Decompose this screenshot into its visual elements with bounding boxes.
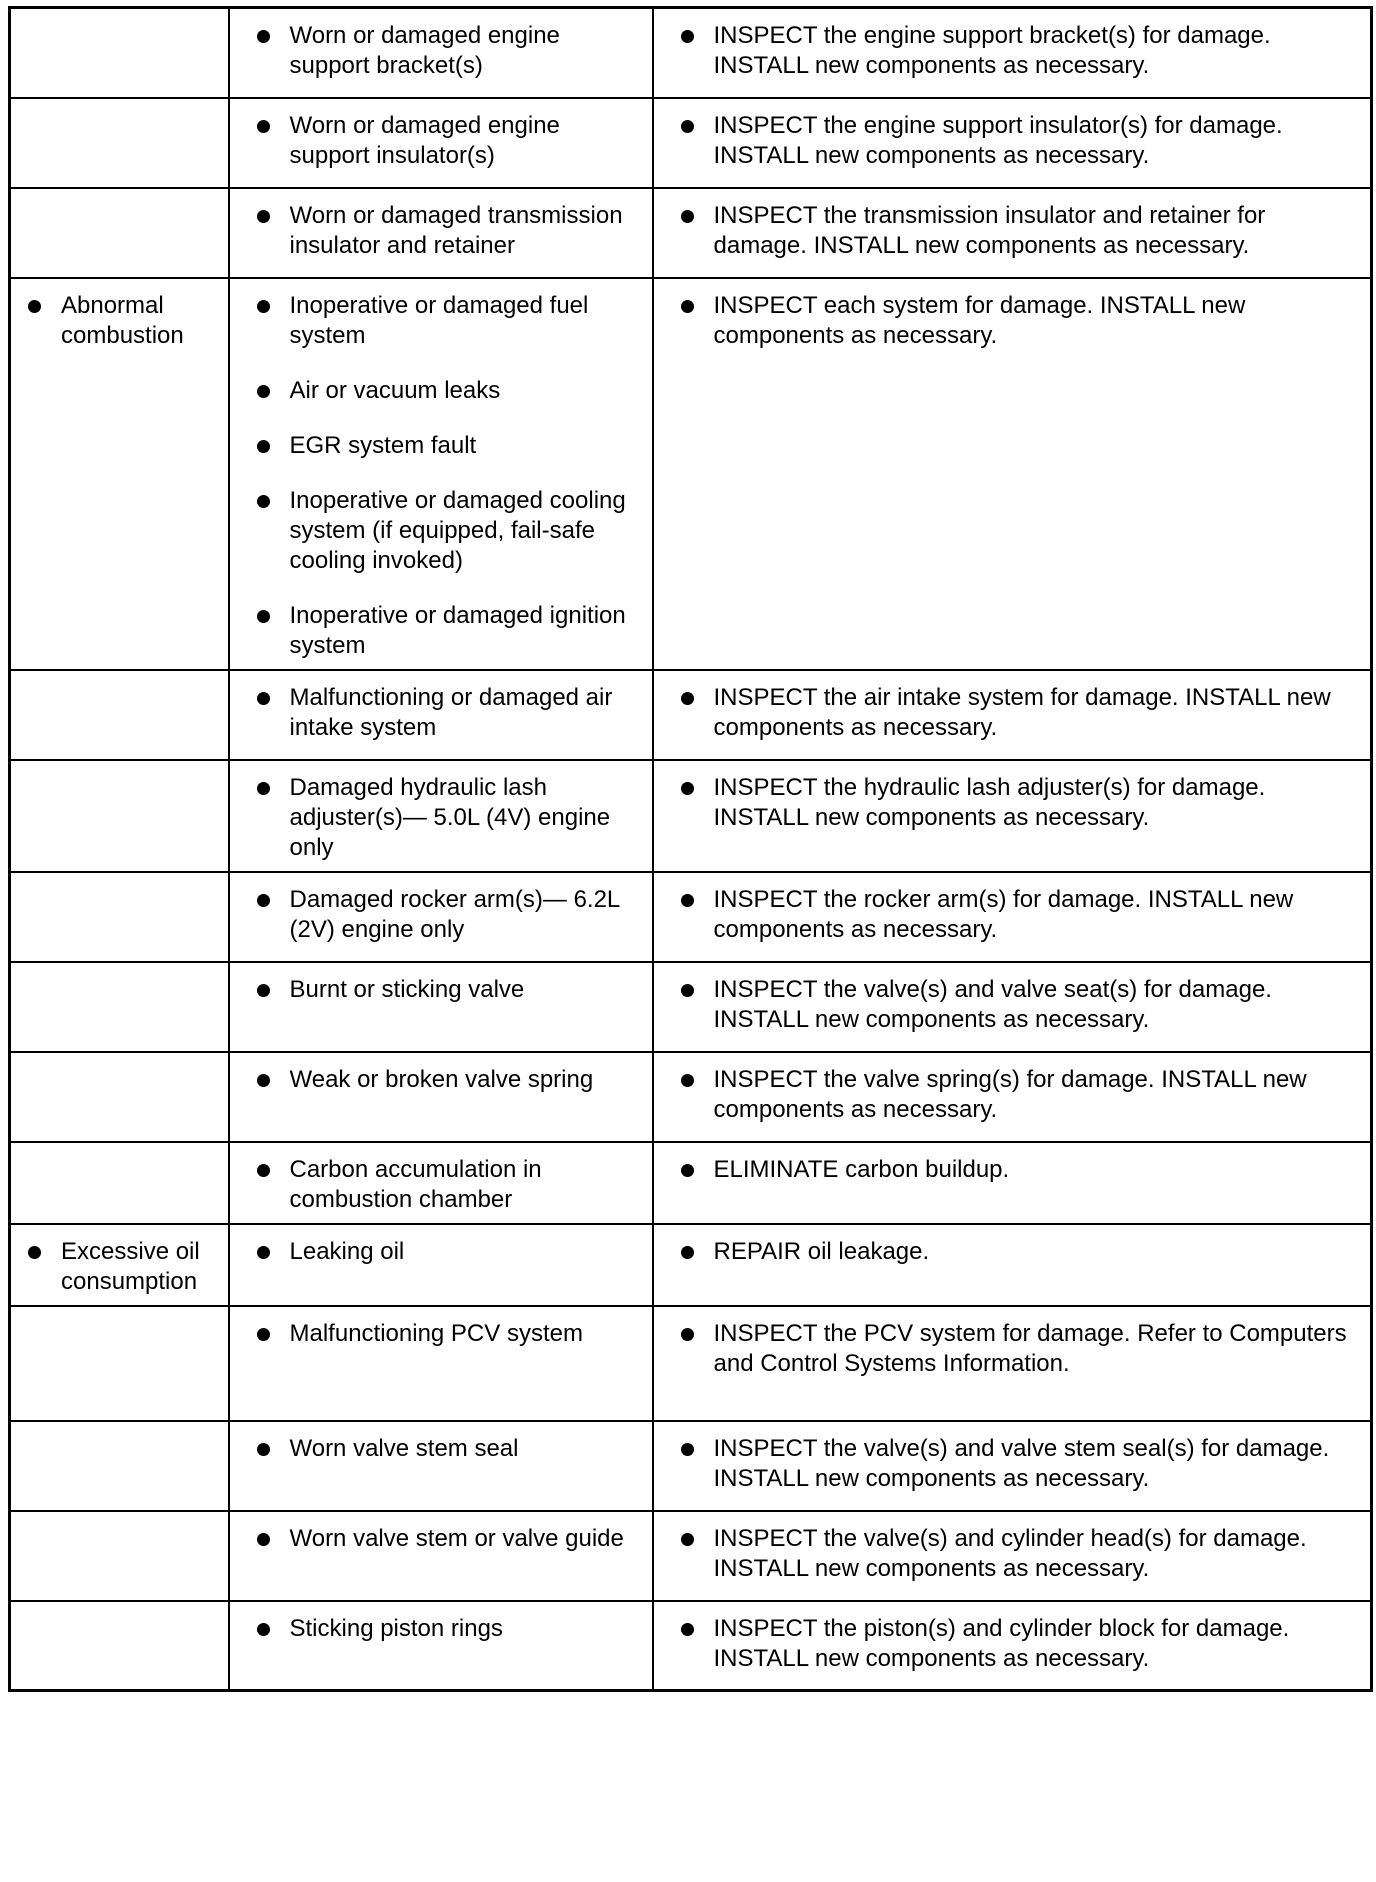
action-list <box>678 111 1363 171</box>
cause-text: Damaged hydraulic lash adjuster(s)— 5.0L (4V) engine only <box>289 773 611 861</box>
cause-item <box>254 601 644 661</box>
action-cell <box>653 1052 1372 1142</box>
cause-item <box>254 1319 644 1349</box>
action-list <box>678 1237 1363 1267</box>
action-cell <box>653 760 1372 872</box>
action-cell <box>653 278 1372 670</box>
cause-text: Worn or damaged engine support insulator(s) <box>289 111 560 169</box>
action-text: INSPECT the transmission insulator and retainer for damage. INSTALL new components as necessary. <box>713 201 1266 259</box>
cause-cell <box>229 670 653 760</box>
bullet-icon <box>257 1328 270 1341</box>
bullet-icon <box>257 1074 270 1087</box>
cause-list <box>254 773 644 863</box>
cause-item <box>254 1524 644 1554</box>
cause-text: Weak or broken valve spring <box>289 1065 594 1093</box>
action-text: REPAIR oil leakage. <box>713 1237 930 1265</box>
condition-item <box>25 1237 220 1297</box>
cause-cell <box>229 8 653 98</box>
bullet-icon <box>681 1164 694 1177</box>
bullet-icon <box>257 120 270 133</box>
condition-cell <box>10 8 229 98</box>
cause-list <box>254 885 644 945</box>
action-item <box>678 291 1363 351</box>
bullet-icon <box>681 30 694 43</box>
table-row <box>10 1511 1372 1601</box>
cause-item <box>254 773 644 863</box>
action-list <box>678 773 1363 833</box>
bullet-icon <box>257 1533 270 1546</box>
action-item <box>678 683 1363 743</box>
table-row <box>10 760 1372 872</box>
action-item <box>678 975 1363 1035</box>
cause-list <box>254 1237 644 1267</box>
cause-item <box>254 1065 644 1095</box>
action-list <box>678 1065 1363 1125</box>
action-cell <box>653 1224 1372 1306</box>
action-text: INSPECT the rocker arm(s) for damage. INSTALL new components as necessary. <box>713 885 1294 943</box>
condition-cell <box>10 872 229 962</box>
diagnosis-table <box>8 6 1373 1692</box>
bullet-icon <box>257 782 270 795</box>
table-row <box>10 1601 1372 1691</box>
table-row <box>10 962 1372 1052</box>
cause-text: Malfunctioning PCV system <box>289 1319 583 1347</box>
condition-text: Excessive oil consumption <box>61 1237 200 1295</box>
bullet-icon <box>257 1164 270 1177</box>
action-item <box>678 1614 1363 1674</box>
cause-cell <box>229 1142 653 1224</box>
action-cell <box>653 670 1372 760</box>
cause-list <box>254 975 644 1005</box>
cause-item <box>254 975 644 1005</box>
action-text: INSPECT the valve(s) and cylinder head(s) for damage. INSTALL new components as necessary. <box>713 1524 1307 1582</box>
cause-list <box>254 291 644 661</box>
bullet-icon <box>681 894 694 907</box>
action-text: INSPECT each system for damage. INSTALL new components as necessary. <box>713 291 1246 349</box>
action-list <box>678 1319 1363 1379</box>
bullet-icon <box>257 692 270 705</box>
bullet-icon <box>681 120 694 133</box>
table-row <box>10 278 1372 670</box>
diagnosis-table-body <box>10 8 1372 1691</box>
action-cell <box>653 872 1372 962</box>
bullet-icon <box>257 610 270 623</box>
condition-text: Abnormal combustion <box>61 291 184 349</box>
condition-cell <box>10 98 229 188</box>
cause-item <box>254 376 644 406</box>
cause-cell <box>229 1052 653 1142</box>
cause-cell <box>229 1306 653 1421</box>
cause-cell <box>229 1224 653 1306</box>
cause-list <box>254 21 644 81</box>
cause-cell <box>229 1601 653 1691</box>
cause-cell <box>229 98 653 188</box>
cause-item <box>254 486 644 576</box>
cause-item <box>254 1155 644 1215</box>
action-cell <box>653 1511 1372 1601</box>
action-list <box>678 21 1363 81</box>
cause-text: Damaged rocker arm(s)— 6.2L (2V) engine only <box>289 885 620 943</box>
bullet-icon <box>257 385 270 398</box>
bullet-icon <box>681 1443 694 1456</box>
action-item <box>678 21 1363 81</box>
condition-cell <box>10 1142 229 1224</box>
action-item <box>678 1155 1363 1185</box>
cause-list <box>254 201 644 261</box>
action-item <box>678 885 1363 945</box>
cause-text: Worn or damaged engine support bracket(s) <box>289 22 560 79</box>
action-cell <box>653 98 1372 188</box>
action-cell <box>653 8 1372 98</box>
action-item <box>678 1524 1363 1584</box>
table-row <box>10 1224 1372 1306</box>
condition-cell <box>10 1052 229 1142</box>
action-text: INSPECT the PCV system for damage. Refer to Computers and Control Systems Information. <box>713 1319 1347 1377</box>
cause-text: Worn valve stem seal <box>289 1434 519 1462</box>
bullet-icon <box>257 984 270 997</box>
action-text: ELIMINATE carbon buildup. <box>713 1155 1010 1183</box>
cause-item <box>254 1614 644 1644</box>
condition-list <box>25 1237 220 1297</box>
bullet-icon <box>681 1533 694 1546</box>
action-text: INSPECT the piston(s) and cylinder block for damage. INSTALL new components as necessary. <box>713 1614 1290 1672</box>
table-row <box>10 1421 1372 1511</box>
action-item <box>678 1319 1363 1379</box>
cause-list <box>254 1614 644 1644</box>
bullet-icon <box>28 1246 41 1259</box>
action-list <box>678 975 1363 1035</box>
table-row <box>10 188 1372 278</box>
bullet-icon <box>681 782 694 795</box>
condition-cell <box>10 1511 229 1601</box>
cause-item <box>254 201 644 261</box>
condition-cell <box>10 962 229 1052</box>
cause-item <box>254 431 644 461</box>
cause-text: Air or vacuum leaks <box>289 376 501 404</box>
condition-cell <box>10 760 229 872</box>
bullet-icon <box>681 210 694 223</box>
action-cell <box>653 962 1372 1052</box>
cause-text: EGR system fault <box>289 431 477 459</box>
action-cell <box>653 1142 1372 1224</box>
cause-cell <box>229 1511 653 1601</box>
table-row <box>10 1052 1372 1142</box>
action-list <box>678 1155 1363 1185</box>
action-item <box>678 1065 1363 1125</box>
action-text: INSPECT the hydraulic lash adjuster(s) for damage. INSTALL new components as necessary. <box>713 773 1266 831</box>
action-list <box>678 291 1363 351</box>
action-text: INSPECT the air intake system for damage. INSTALL new components as necessary. <box>713 683 1331 741</box>
cause-text: Sticking piston rings <box>289 1614 503 1642</box>
condition-cell <box>10 670 229 760</box>
cause-list <box>254 1155 644 1215</box>
condition-cell <box>10 1306 229 1421</box>
action-item <box>678 111 1363 171</box>
condition-cell <box>10 278 229 670</box>
action-list <box>678 885 1363 945</box>
condition-cell <box>10 1224 229 1306</box>
bullet-icon <box>257 300 270 313</box>
cause-list <box>254 683 644 743</box>
action-item <box>678 201 1363 261</box>
bullet-icon <box>257 1443 270 1456</box>
bullet-icon <box>681 1328 694 1341</box>
cause-item <box>254 291 644 351</box>
action-list <box>678 1524 1363 1584</box>
bullet-icon <box>257 210 270 223</box>
condition-item <box>25 291 220 351</box>
cause-text: Inoperative or damaged fuel system <box>289 291 589 349</box>
table-row <box>10 670 1372 760</box>
cause-item <box>254 683 644 743</box>
bullet-icon <box>257 495 270 508</box>
action-cell <box>653 188 1372 278</box>
bullet-icon <box>681 984 694 997</box>
bullet-icon <box>681 1623 694 1636</box>
condition-cell <box>10 188 229 278</box>
cause-text: Carbon accumulation in combustion chamber <box>289 1155 542 1213</box>
bullet-icon <box>257 30 270 43</box>
action-text: INSPECT the engine support insulator(s) for damage. INSTALL new components as necessary. <box>713 111 1283 169</box>
cause-list <box>254 1524 644 1554</box>
condition-cell <box>10 1601 229 1691</box>
cause-text: Malfunctioning or damaged air intake system <box>289 683 613 741</box>
action-list <box>678 1614 1363 1674</box>
bullet-icon <box>257 894 270 907</box>
bullet-icon <box>681 1074 694 1087</box>
table-row <box>10 8 1372 98</box>
action-item <box>678 1434 1363 1494</box>
action-text: INSPECT the valve(s) and valve stem seal(s) for damage. INSTALL new components as necessary. <box>713 1434 1330 1492</box>
cause-text: Worn or damaged transmission insulator and retainer <box>289 201 623 259</box>
action-list <box>678 1434 1363 1494</box>
condition-list <box>25 291 220 351</box>
cause-list <box>254 1434 644 1464</box>
cause-text: Burnt or sticking valve <box>289 975 525 1003</box>
action-item <box>678 1237 1363 1267</box>
bullet-icon <box>257 1246 270 1259</box>
action-text: INSPECT the valve(s) and valve seat(s) for damage. INSTALL new components as necessary. <box>713 975 1272 1033</box>
cause-list <box>254 111 644 171</box>
bullet-icon <box>681 1246 694 1259</box>
action-text: INSPECT the valve spring(s) for damage. INSTALL new components as necessary. <box>713 1065 1307 1123</box>
cause-cell <box>229 760 653 872</box>
cause-item <box>254 885 644 945</box>
cause-text: Inoperative or damaged cooling system (if equipped, fail-safe cooling invoked) <box>289 486 626 574</box>
table-row <box>10 1142 1372 1224</box>
action-text: INSPECT the engine support bracket(s) for damage. INSTALL new components as necessary. <box>713 22 1271 79</box>
bullet-icon <box>257 440 270 453</box>
cause-item <box>254 111 644 171</box>
cause-list <box>254 1065 644 1095</box>
bullet-icon <box>28 300 41 313</box>
action-cell <box>653 1306 1372 1421</box>
cause-text: Worn valve stem or valve guide <box>289 1524 624 1552</box>
cause-text: Leaking oil <box>289 1237 405 1265</box>
bullet-icon <box>257 1623 270 1636</box>
cause-cell <box>229 278 653 670</box>
table-row <box>10 1306 1372 1421</box>
action-list <box>678 683 1363 743</box>
cause-cell <box>229 1421 653 1511</box>
cause-item <box>254 1237 644 1267</box>
action-list <box>678 201 1363 261</box>
cause-cell <box>229 872 653 962</box>
cause-list <box>254 1319 644 1349</box>
table-row <box>10 872 1372 962</box>
action-cell <box>653 1421 1372 1511</box>
action-cell <box>653 1601 1372 1691</box>
bullet-icon <box>681 692 694 705</box>
cause-item <box>254 21 644 81</box>
condition-cell <box>10 1421 229 1511</box>
bullet-icon <box>681 300 694 313</box>
table-row <box>10 98 1372 188</box>
action-item <box>678 773 1363 833</box>
cause-cell <box>229 962 653 1052</box>
cause-item <box>254 1434 644 1464</box>
cause-text: Inoperative or damaged ignition system <box>289 601 626 659</box>
cause-cell <box>229 188 653 278</box>
